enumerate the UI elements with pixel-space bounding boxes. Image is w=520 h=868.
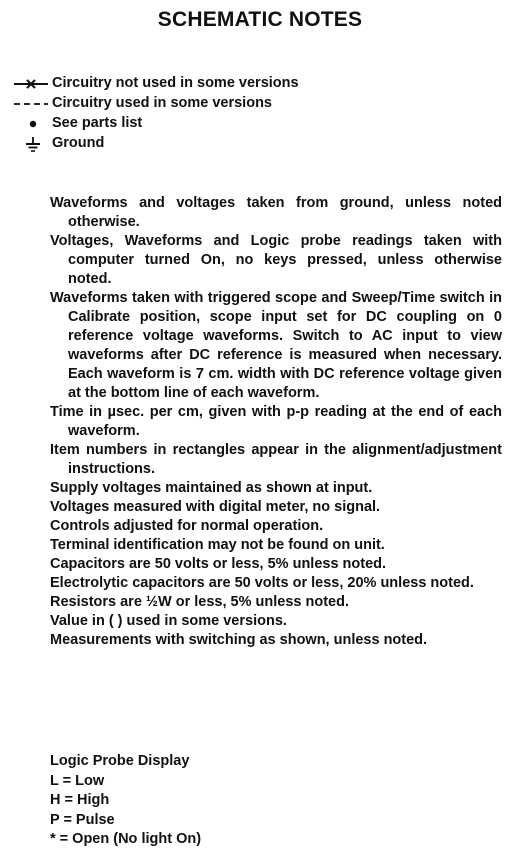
note-item: Time in µsec. per cm, given with p-p reading at the end of each waveform.	[50, 404, 502, 439]
note-item: Item numbers in rectangles appear in the alignment/adjustment instructions.	[50, 442, 502, 477]
note-item: Controls adjusted for normal operation.	[50, 518, 324, 534]
legend-item	[0, 74, 520, 94]
probe-item: * = Open (No light On)	[50, 831, 202, 847]
logic-probe-display	[50, 752, 350, 850]
legend-label: See parts list	[52, 115, 143, 131]
legend-label: Ground	[52, 135, 105, 151]
note-item: Capacitors are 50 volts or less, 5% unless noted.	[50, 556, 387, 572]
note-item: Value in ( ) used in some versions.	[50, 613, 287, 629]
note-item: Electrolytic capacitors are 50 volts or less, 20% unless noted.	[50, 575, 474, 591]
legend-item	[0, 114, 520, 134]
probe-item: P = Pulse	[50, 811, 115, 828]
schematic-notes-list	[50, 194, 502, 650]
cross-dash-line-icon	[12, 74, 52, 94]
note-item: Measurements with switching as shown, unless noted.	[50, 632, 428, 648]
ground-icon	[12, 134, 52, 154]
note-item: Waveforms taken with triggered scope and Sweep/Time switch in Calibrate position, scope input set for DC coupling on 0 reference voltage waveforms. Switch to AC input to view waveforms after DC reference is measured when necessary. Each waveform is 7 cm. width with DC reference voltage given at the bottom line of each waveform.	[50, 290, 502, 401]
note-item: Voltages measured with digital meter, no signal.	[50, 499, 381, 515]
symbol-legend	[0, 74, 520, 154]
dashed-line-icon	[12, 94, 52, 114]
legend-item	[0, 134, 520, 154]
note-item: Waveforms and voltages taken from ground, unless noted otherwise.	[50, 195, 502, 230]
probe-heading: Logic Probe Display	[50, 753, 190, 769]
page-title: SCHEMATIC NOTES	[157, 8, 363, 31]
probe-item: H = High	[50, 792, 110, 808]
note-item: Supply voltages maintained as shown at input.	[50, 480, 373, 496]
note-item: Voltages, Waveforms and Logic probe readings taken with computer turned On, no keys pressed, unless otherwise noted.	[50, 233, 502, 287]
dot-icon	[12, 114, 52, 134]
legend-label: Circuitry used in some versions	[52, 95, 272, 111]
probe-item: L = Low	[50, 772, 105, 789]
legend-item	[0, 94, 520, 114]
legend-label: Circuitry not used in some versions	[52, 75, 299, 91]
note-item: Terminal identification may not be found on unit.	[50, 537, 385, 553]
note-item: Resistors are ½W or less, 5% unless noted.	[50, 594, 349, 610]
